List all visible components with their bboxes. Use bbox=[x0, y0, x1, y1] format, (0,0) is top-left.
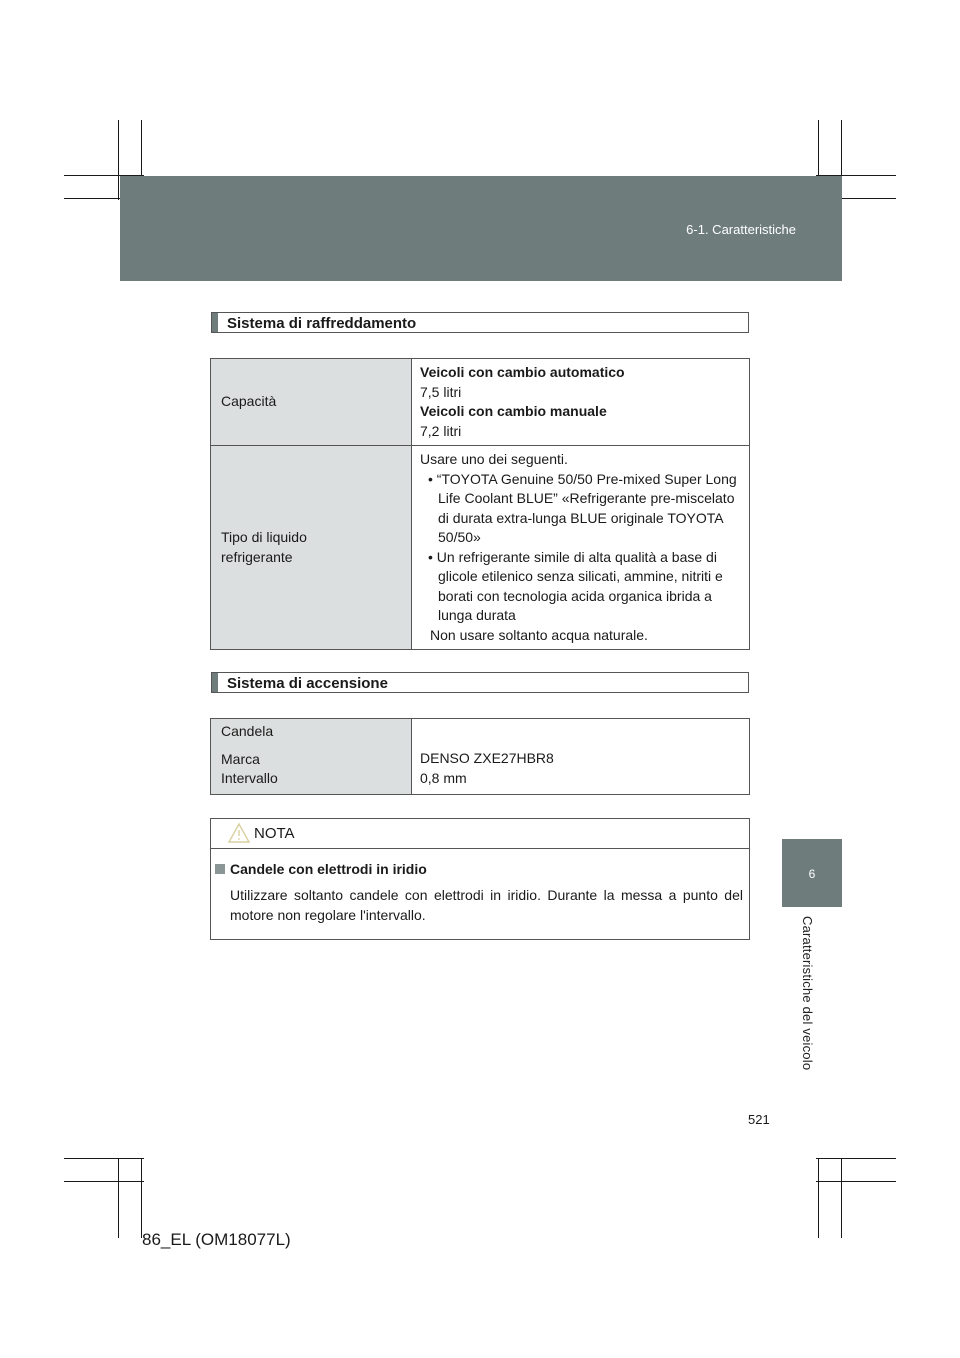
heading-bar bbox=[212, 313, 218, 332]
coolant-outro: Non usare soltanto acqua naturale. bbox=[430, 626, 648, 643]
manual-value: 7,2 litri bbox=[420, 422, 462, 439]
brand-value: DENSO ZXE27HBR8 bbox=[420, 750, 554, 766]
auto-label: Veicoli con cambio automatico bbox=[420, 364, 625, 380]
cooling-section-heading bbox=[211, 312, 749, 333]
ignition-section-heading bbox=[211, 672, 749, 693]
section-label: 6-1. Caratteristiche bbox=[686, 222, 796, 237]
coolant-label-line: refrigerante bbox=[221, 548, 293, 565]
note-header bbox=[211, 819, 749, 849]
chapter-number: 6 bbox=[808, 867, 816, 881]
crop-mark bbox=[118, 120, 119, 200]
manual-label: Veicoli con cambio manuale bbox=[420, 403, 607, 419]
coolant-type-label bbox=[211, 446, 412, 650]
capacity-label: Capacità bbox=[211, 359, 412, 446]
auto-value: 7,5 litri bbox=[420, 383, 462, 400]
gap-value: 0,8 mm bbox=[420, 769, 467, 786]
gap-label: Intervallo bbox=[221, 770, 278, 786]
coolant-intro: Usare uno dei seguenti. bbox=[420, 451, 568, 467]
crop-mark bbox=[841, 1158, 842, 1238]
chapter-tab bbox=[782, 839, 842, 907]
note-box bbox=[210, 818, 750, 940]
table-row bbox=[211, 359, 750, 446]
cooling-spec-table bbox=[210, 358, 750, 650]
document-code: 86_EL (OM18077L) bbox=[142, 1230, 291, 1249]
crop-mark bbox=[818, 1158, 819, 1238]
page-number: 521 bbox=[748, 1112, 770, 1127]
crop-mark bbox=[816, 1181, 896, 1182]
warning-triangle-icon bbox=[228, 822, 250, 844]
heading-bar bbox=[212, 673, 218, 692]
crop-mark bbox=[64, 1158, 144, 1159]
capacity-value bbox=[412, 359, 750, 446]
spark-plug-values bbox=[412, 719, 750, 795]
brand-label: Marca bbox=[221, 750, 260, 767]
spark-plug-labels bbox=[211, 719, 412, 795]
note-body: Utilizzare soltanto candele con elettrodi in iridio. Durante la messa a punto del motore non regolare l'intervallo. bbox=[230, 887, 743, 923]
ignition-section-title: Sistema di accensione bbox=[227, 675, 388, 692]
chapter-title: Caratteristiche del veicolo bbox=[800, 916, 815, 1071]
crop-mark bbox=[816, 1158, 896, 1159]
crop-mark bbox=[64, 1181, 144, 1182]
crop-mark bbox=[141, 1158, 142, 1238]
coolant-option: • Un refrigerante simile di alta qualità a base di glicole etilenico senza silicati, ammine, nitriti e borati con tecnologia acida organica ibrida a lunga durata bbox=[428, 548, 723, 623]
spark-plug-label: Candela bbox=[221, 723, 274, 739]
coolant-label-line: Tipo di liquido bbox=[221, 529, 307, 545]
table-row bbox=[211, 719, 750, 795]
note-subtitle-row bbox=[215, 861, 427, 877]
note-title: NOTA bbox=[254, 825, 295, 842]
table-row bbox=[211, 446, 750, 650]
coolant-type-value bbox=[412, 446, 750, 650]
header-band bbox=[120, 176, 842, 281]
note-subtitle: Candele con elettrodi in iridio bbox=[230, 861, 427, 877]
coolant-option: • “TOYOTA Genuine 50/50 Pre-mixed Super Long Life Coolant BLUE” «Refrigerante pre-miscelato di durata extra-lunga BLUE originale TOYOTA 50/50» bbox=[428, 470, 737, 545]
ignition-spec-table bbox=[210, 718, 750, 795]
cooling-section-title: Sistema di raffreddamento bbox=[227, 315, 417, 332]
square-bullet-icon bbox=[215, 864, 225, 874]
crop-mark bbox=[118, 1158, 119, 1238]
